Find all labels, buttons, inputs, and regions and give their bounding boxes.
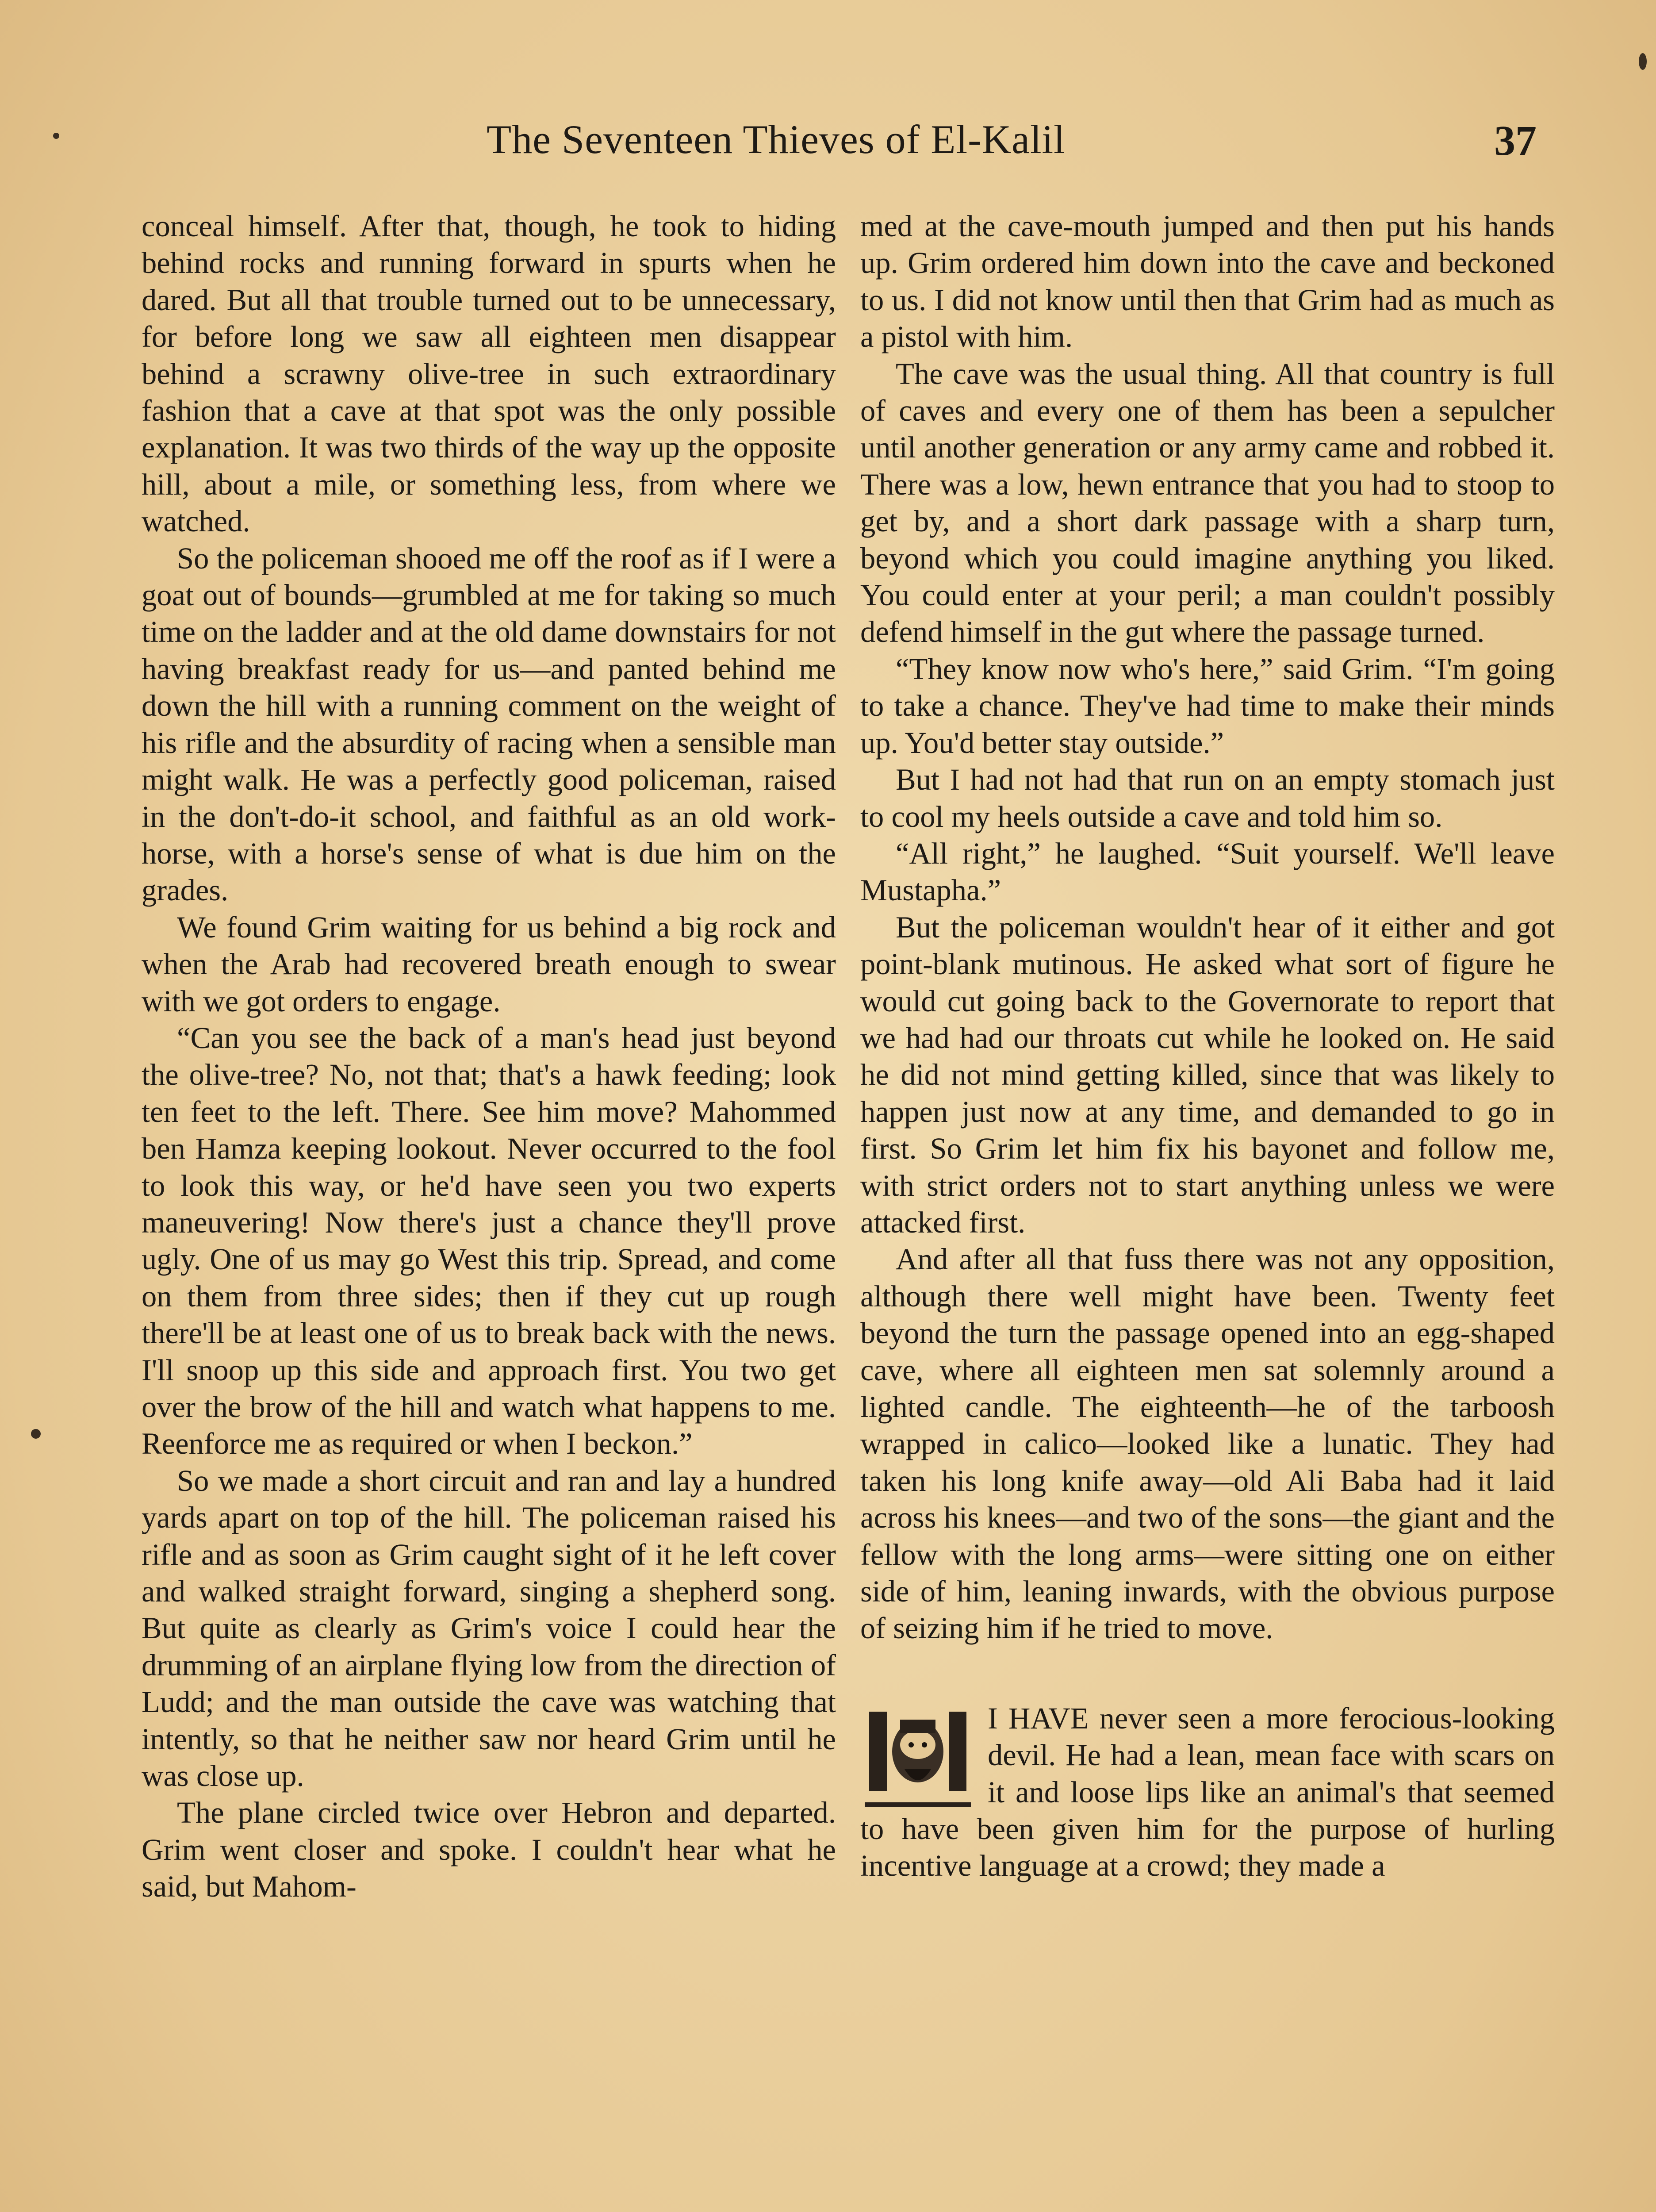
- paragraph: And after all that fuss there was not any opposition, although there well might have been. Twenty feet beyond the turn the passage opened into an egg-shaped cave, where all eighteen men sat solemnly around a lighted candle. The eighteenth—he of the tarboosh wrapped in calico—looked like a lunatic. They had taken his long knife away—old Ali Baba had it laid across his knees—and two of the sons—the giant and the fellow with the long arms—were sitting one on either side of him, leaning inwards, with the obvious purpose of seizing him if he tried to move.: [860, 1242, 1555, 1645]
- paragraph: conceal himself. After that, though, he took to hiding behind rocks and running forward in spurts when he dared. But all that trouble turned out to be unnecessary, for before long we saw all eighteen men disappear behind a scrawny olive-tree in such extraordinary fashion that a cave at that spot was the only possible explanation. It was two thirds of the way up the opposite hill, about a mile, or something less, from where we watched.: [142, 209, 836, 538]
- running-title: The Seventeen Thieves of El-Kalil: [487, 117, 1066, 162]
- paragraph: We found Grim waiting for us behind a big rock and when the Arab had recovered breath enough to swear with we got orders to engage.: [142, 910, 836, 1018]
- page-number: 37: [1494, 117, 1537, 164]
- page-header: [142, 116, 1537, 173]
- paragraph: “They know now who's here,” said Grim. “I'm going to take a chance. They've had time to make their minds up. You'd better stay outside.”: [860, 652, 1555, 760]
- paragraph: But the policeman wouldn't hear of it either and got point-blank mutinous. He asked what sort of figure he would cut going back to the Governorate to report that we had had our throats cut while he looked on. He said he did not mind getting killed, since that was likely to happen just now at any time, and demanded to go in first. So Grim let him fix his bayonet and follow me, with strict orders not to start anything unless we were attacked first.: [860, 910, 1555, 1239]
- ink-speck: [31, 1429, 41, 1439]
- left-column: [142, 208, 836, 1905]
- section-opening: [860, 1700, 1555, 1885]
- paragraph: So we made a short circuit and ran and lay a hundred yards apart on top of the hill. The policeman raised his rifle and as soon as Grim caught sight of it he left cover and walked straight forward, singing a shepherd song. But quite as clearly as Grim's voice I could hear the drumming of an airplane flying low from the direction of Ludd; and the man outside the cave was watching that intently, so that he neither saw nor heard Grim until he was close up.: [142, 1463, 836, 1793]
- right-column: [860, 208, 1555, 1885]
- paragraph: “All right,” he laughed. “Suit yourself. We'll leave Mustapha.”: [860, 836, 1555, 907]
- paragraph: “Can you see the back of a man's head just beyond the olive-tree? No, not that; that's a hawk feeding; look ten feet to the left. There. See him move? Mahommed ben Hamza keeping lookout. Never occurred to the fool to look this way, or he'd have seen you two experts maneuvering! Now there's just a chance they'll prove ugly. One of us may go West this trip. Spread, and come on them from three sides; then if they cut up rough there'll be at least one of us to break back with the news. I'll snoop up this side and approach first. You two get over the brow of the hill and watch what happens to me. Reenforce me as required or when I beckon.”: [142, 1021, 836, 1461]
- paragraph: med at the cave-mouth jumped and then put his hands up. Grim ordered him down into the cave and beckoned to us. I did not know until then that Grim had as much as a pistol with him.: [860, 209, 1555, 354]
- section-paragraph: I HAVE never seen a more ferocious-looking devil. He had a lean, mean face with scars on it and loose lips like an animal's that seemed to have been given him for the purpose of hurling incentive language at a crowd; they made a: [860, 1701, 1555, 1883]
- ornamental-initial-icon: [860, 1703, 975, 1809]
- paragraph: But I had not had that run on an empty stomach just to cool my heels outside a cave and told him so.: [860, 763, 1555, 833]
- paragraph: The cave was the usual thing. All that country is full of caves and every one of them has been a sepulcher until another generation or any army came and robbed it. There was a low, hewn entrance that you had to stoop to get by, and a short dark passage with a sharp turn, beyond which you could imagine anything you liked. You could enter at your peril; a man couldn't possibly defend himself in the gut where the passage turned.: [860, 357, 1555, 649]
- ink-speck: [53, 133, 59, 139]
- paragraph: So the policeman shooed me off the roof as if I were a goat out of bounds—grumbled at me for taking so much time on the ladder and at the old dame downstairs for not having breakfast ready for us—and panted behind me down the hill with a running comment on the weight of his rifle and the absurdity of racing when a sensible man might walk. He was a perfectly good policeman, raised in the don't-do-it school, and faithful as an old work-horse, with a horse's sense of what is due him on the grades.: [142, 541, 836, 907]
- paragraph: The plane circled twice over Hebron and departed. Grim went closer and spoke. I couldn't hear what he said, but Mahom-: [142, 1796, 836, 1904]
- ink-speck: [1639, 53, 1647, 70]
